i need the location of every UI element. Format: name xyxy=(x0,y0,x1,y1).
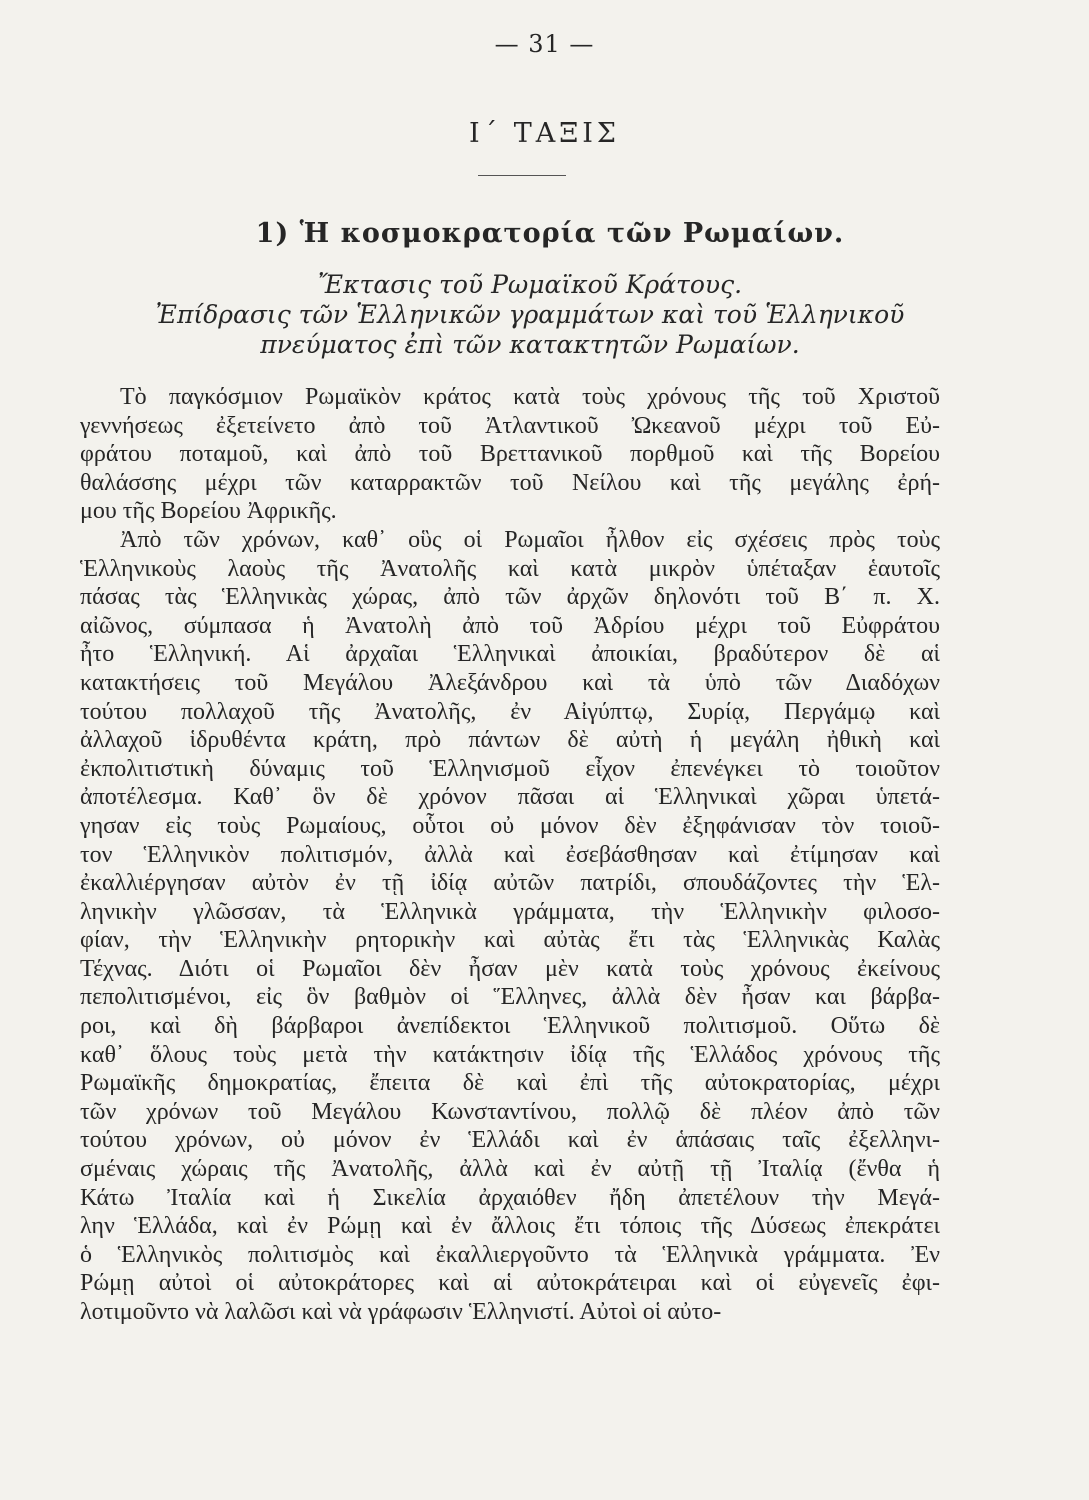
text-line: τούτου πολλαχοῦ τῆς Ἀνατολῆς, ἐν Αἰγύπτῳ, Συρίᾳ, Περγάμῳ καὶ xyxy=(80,698,940,725)
text-line: πεπολιτισμένοι, εἰς ὃν βαθμὸν οἱ Ἕλληνες, ἀλλὰ δὲν ἦσαν και βάρβα- xyxy=(80,984,940,1011)
subheading-3: πνεύματος ἐπὶ τῶν κατακτητῶν Ρωμαίων. xyxy=(260,330,800,359)
subheading-1: Ἔκτασις τοῦ Ρωμαϊκοῦ Κράτους. xyxy=(317,270,743,299)
text-line: μου τῆς Βορείου Ἀφρικῆς. xyxy=(80,498,337,525)
subheadings xyxy=(80,270,980,360)
text-line: Ἑλληνικοὺς λαοὺς τῆς Ἀνατολῆς καὶ κατὰ μικρὸν ὑπέταξαν ἑαυτοῖς xyxy=(80,555,940,582)
page-number: — 31 — xyxy=(494,30,595,58)
subheading-2: Ἐπίδρασις τῶν Ἑλληνικῶν γραμμάτων καὶ τοῦ Ἑλληνικοῦ xyxy=(155,300,905,329)
text-line: λην Ἑλλάδα, καὶ ἐν Ρώμῃ καὶ ἐν ἄλλοις ἔτι τόποις τῆς Δύσεως ἐπεκράτει xyxy=(80,1213,940,1240)
text-line: Ρωμαϊκῆς δημοκρατίας, ἔπειτα δὲ καὶ ἐπὶ τῆς αὐτοκρατορίας, μέχρι xyxy=(80,1070,940,1097)
text-line: ἐκαλλιέργησαν αὐτὸν ἐν τῇ ἰδίᾳ αὐτῶν πατρίδι, σπουδάζοντες τὴν Ἑλ- xyxy=(80,870,940,897)
title-divider xyxy=(478,175,566,176)
text-line: σμέναις χώραις τῆς Ἀνατολῆς, ἀλλὰ καὶ ἐν αὐτῇ τῇ Ἰταλίᾳ (ἔνθα ἡ xyxy=(80,1156,940,1183)
text-line: αἰῶνος, σύμπασα ἡ Ἀνατολὴ ἀπὸ τοῦ Ἀδρίου μέχρι τοῦ Εὐφράτου xyxy=(80,612,940,639)
chapter-heading: 1) Ἡ κοσμοκρατορία τῶν Ρωμαίων. xyxy=(255,218,845,249)
text-line: ἐκπολιτιστικὴ δύναμις τοῦ Ἑλληνισμοῦ εἶχον ἐπενέγκει τὸ τοιοῦτον xyxy=(80,755,940,782)
text-line: ἀλλαχοῦ ἱδρυθέντα κράτη, πρὸ πάντων δὲ αὐτὴ ἡ μεγάλη ἠθικὴ καὶ xyxy=(80,727,940,754)
text-line: Κάτω Ἰταλία καὶ ἡ Σικελία ἀρχαιόθεν ἤδη ἀπετέλουν τὴν Μεγά- xyxy=(80,1184,940,1211)
text-line: καθ᾿ ὅλους τοὺς μετὰ τὴν κατάκτησιν ἰδίᾳ τῆς Ἑλλάδος χρόνους τῆς xyxy=(80,1041,940,1068)
section-title: Ι΄ ΤΑΞΙΣ xyxy=(468,118,620,149)
text-line: πάσας τὰς Ἑλληνικὰς χώρας, ἀπὸ τῶν ἀρχῶν δηλονότι τοῦ Β΄ π. Χ. xyxy=(80,584,940,611)
text-line: Ἀπὸ τῶν χρόνων, καθ᾿ οὓς οἱ Ρωμαῖοι ἦλθον εἰς σχέσεις πρὸς τοὺς xyxy=(120,526,940,553)
text-line: ἀποτέλεσμα. Καθ᾿ ὃν δὲ χρόνον πᾶσαι αἱ Ἑλληνικαὶ χῶραι ὑπετά- xyxy=(80,784,940,811)
text-line: λοτιμοῦντο νὰ λαλῶσι καὶ νὰ γράφωσιν Ἑλληνιστί. Αὐτοὶ οἱ αὐτο- xyxy=(80,1299,722,1325)
text-line: ληνικὴν γλῶσσαν, τὰ Ἑλληνικὰ γράμματα, τὴν Ἑλληνικὴν φιλοσο- xyxy=(80,898,940,925)
text-line: γεννήσεως ἐξετείνετο ἀπὸ τοῦ Ἀτλαντικοῦ Ὠκεανοῦ μέχρι τοῦ Εὐ- xyxy=(80,412,940,439)
text-line: τούτου χρόνων, οὐ μόνον ἐν Ἑλλάδι καὶ ἐν ἁπάσαις ταῖς ἐξελληνι- xyxy=(80,1127,940,1154)
text-line: γησαν εἰς τοὺς Ρωμαίους, οὗτοι οὐ μόνον δὲν ἐξηφάνισαν τὸν τοιοῦ- xyxy=(80,812,940,839)
text-line: Ρώμῃ αὐτοὶ οἱ αὐτοκράτορες καὶ αἱ αὐτοκράτειραι καὶ οἱ εὐγενεῖς ἐφι- xyxy=(80,1270,940,1297)
text-line: φράτου ποταμοῦ, καὶ ἀπὸ τοῦ Βρεττανικοῦ πορθμοῦ καὶ τῆς Βορείου xyxy=(80,441,940,468)
text-line: φίαν, τὴν Ἑλληνικὴν ρητορικὴν καὶ αὐτὰς ἔτι τὰς Ἑλληνικὰς Καλὰς xyxy=(80,927,940,954)
text-line: τον Ἑλληνικὸν πολιτισμόν, ἀλλὰ καὶ ἐσεβάσθησαν καὶ ἐτίμησαν καὶ xyxy=(80,841,940,868)
text-line: τῶν χρόνων τοῦ Μεγάλου Κωνσταντίνου, πολλῷ δὲ πλέον ἀπὸ τῶν xyxy=(80,1098,940,1125)
text-line: ὁ Ἑλληνικὸς πολιτισμὸς καὶ ἐκαλλιεργοῦντο τὰ Ἑλληνικὰ γράμματα. Ἐν xyxy=(80,1241,940,1268)
body-text xyxy=(80,383,940,1327)
text-line: Τὸ παγκόσμιον Ρωμαϊκὸν κράτος κατὰ τοὺς χρόνους τῆς τοῦ Χριστοῦ xyxy=(120,384,940,410)
text-line: ἦτο Ἑλληνική. Αἱ ἀρχαῖαι Ἑλληνικαὶ ἀποικίαι, βραδύτερον δὲ αἱ xyxy=(80,641,940,668)
text-line: κατακτήσεις τοῦ Μεγάλου Ἀλεξάνδρου καὶ τὰ ὑπὸ τῶν Διαδόχων xyxy=(80,669,940,696)
text-line: ροι, καὶ δὴ βάρβαροι ἀνεπίδεκτοι Ἑλληνικοῦ πολιτισμοῦ. Οὕτω δὲ xyxy=(80,1013,940,1040)
text-line: θαλάσσης μέχρι τῶν καταρρακτῶν τοῦ Νείλου καὶ τῆς μεγάλης ἐρή- xyxy=(80,469,940,496)
text-line: Τέχνας. Διότι οἱ Ρωμαῖοι δὲν ἦσαν μὲν κατὰ τοὺς χρόνους ἐκείνους xyxy=(80,955,940,982)
